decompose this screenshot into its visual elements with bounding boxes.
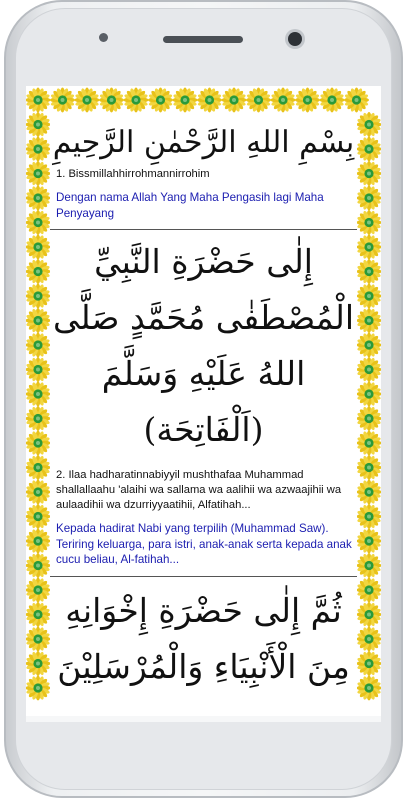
sunflower-icon: [50, 88, 75, 113]
sunflower-icon: [99, 88, 124, 113]
front-camera: [288, 32, 302, 46]
sunflower-icon: [357, 112, 382, 137]
sunflower-icon: [26, 333, 51, 358]
sunflower-icon: [320, 88, 345, 113]
screen-bottom-edge: [26, 716, 381, 722]
sunflower-icon: [357, 651, 382, 676]
arabic-verse-2: إِلٰى حَضْرَةِ النَّبِيِّ الْمُصْطَفٰى مُحَمَّدٍ صَلَّى اللهُ عَلَيْهِ وَسَلَّمَ (اَلْفَاتِحَة): [53, 242, 354, 449]
sunflower-icon: [357, 333, 382, 358]
sunflower-icon: [124, 88, 149, 113]
meaning-2: Kepada hadirat Nabi yang terpilih (Muhammad Saw). Teriring keluarga, para istri, anak-anak serta kepada anak cucu beliau, Al-fatihah...: [56, 522, 352, 566]
sunflower-icon: [357, 676, 382, 701]
sunflower-icon: [26, 161, 51, 186]
earpiece-speaker: [163, 36, 243, 43]
sunflower-icon: [26, 88, 51, 113]
sunflower-icon: [357, 627, 382, 652]
sunflower-icon: [26, 112, 51, 137]
sunflower-icon: [26, 553, 51, 578]
sunflower-icon: [26, 602, 51, 627]
sunflower-icon: [26, 259, 51, 284]
sunflower-icon: [75, 88, 100, 113]
sunflower-icon: [357, 161, 382, 186]
section-2: [50, 234, 357, 577]
sunflower-icon: [26, 529, 51, 554]
sunflower-icon: [222, 88, 247, 113]
sunflower-icon: [26, 455, 51, 480]
transliteration-1: 1. Bissmillahhirrohmannirrohim: [56, 168, 210, 180]
sunflower-icon: [357, 259, 382, 284]
sunflower-icon: [357, 186, 382, 211]
sunflower-icon: [271, 88, 296, 113]
sunflower-icon: [26, 137, 51, 162]
section-3: [50, 583, 357, 695]
arabic-verse-3: ثُمَّ إِلٰى حَضْرَةِ إِخْوَانِهِ مِنَ الْأَنْبِيَاءِ وَالْمُرْسَلِيْنَ: [57, 590, 350, 686]
sunflower-icon: [26, 406, 51, 431]
meaning-1: Dengan nama Allah Yang Maha Pengasih lagi Maha Penyayang: [56, 191, 324, 220]
sunflower-icon: [26, 651, 51, 676]
sunflower-icon: [357, 382, 382, 407]
sunflower-icon: [357, 210, 382, 235]
sunflower-icon: [26, 357, 51, 382]
sunflower-icon: [295, 88, 320, 113]
sunflower-icon: [357, 504, 382, 529]
sunflower-icon: [357, 431, 382, 456]
sunflower-icon: [26, 186, 51, 211]
sunflower-icon: [357, 529, 382, 554]
sunflower-icon: [344, 88, 369, 113]
sunflower-icon: [26, 284, 51, 309]
sunflower-icon: [357, 480, 382, 505]
section-divider: [50, 229, 357, 230]
sunflower-icon: [357, 137, 382, 162]
sunflower-icon: [357, 602, 382, 627]
sunflower-icon: [173, 88, 198, 113]
sunflower-icon: [26, 431, 51, 456]
sunflower-icon: [26, 382, 51, 407]
sunflower-icon: [357, 235, 382, 260]
sunflower-icon: [357, 455, 382, 480]
sunflower-icon: [357, 553, 382, 578]
section-1: [50, 119, 357, 230]
sunflower-icon: [26, 504, 51, 529]
sunflower-icon: [26, 627, 51, 652]
sunflower-icon: [148, 88, 173, 113]
sunflower-icon: [197, 88, 222, 113]
sunflower-icon: [26, 676, 51, 701]
sunflower-icon: [357, 308, 382, 333]
scroll-content[interactable]: [50, 114, 357, 716]
sunflower-icon: [246, 88, 271, 113]
sunflower-icon: [26, 480, 51, 505]
arabic-verse-1: بِسْمِ اللهِ الرَّحْمٰنِ الرَّحِيمِ: [52, 125, 355, 160]
sunflower-icon: [26, 308, 51, 333]
sunflower-icon: [26, 235, 51, 260]
sunflower-icon: [357, 284, 382, 309]
transliteration-2: 2. Ilaa hadharatinnabiyyil mushthafaa Muhammad shallallaahu 'alaihi wa sallama wa aalihii wa azwaajihii wa aulaadihii wa dzurriyyaatihii, Alfatihah...: [56, 469, 342, 511]
sunflower-icon: [357, 357, 382, 382]
proximity-sensor: [99, 33, 108, 42]
section-divider: [50, 576, 357, 577]
sunflower-icon: [357, 578, 382, 603]
sunflower-icon: [26, 210, 51, 235]
app-screen[interactable]: [26, 86, 381, 716]
sunflower-icon: [26, 578, 51, 603]
sunflower-icon: [357, 406, 382, 431]
